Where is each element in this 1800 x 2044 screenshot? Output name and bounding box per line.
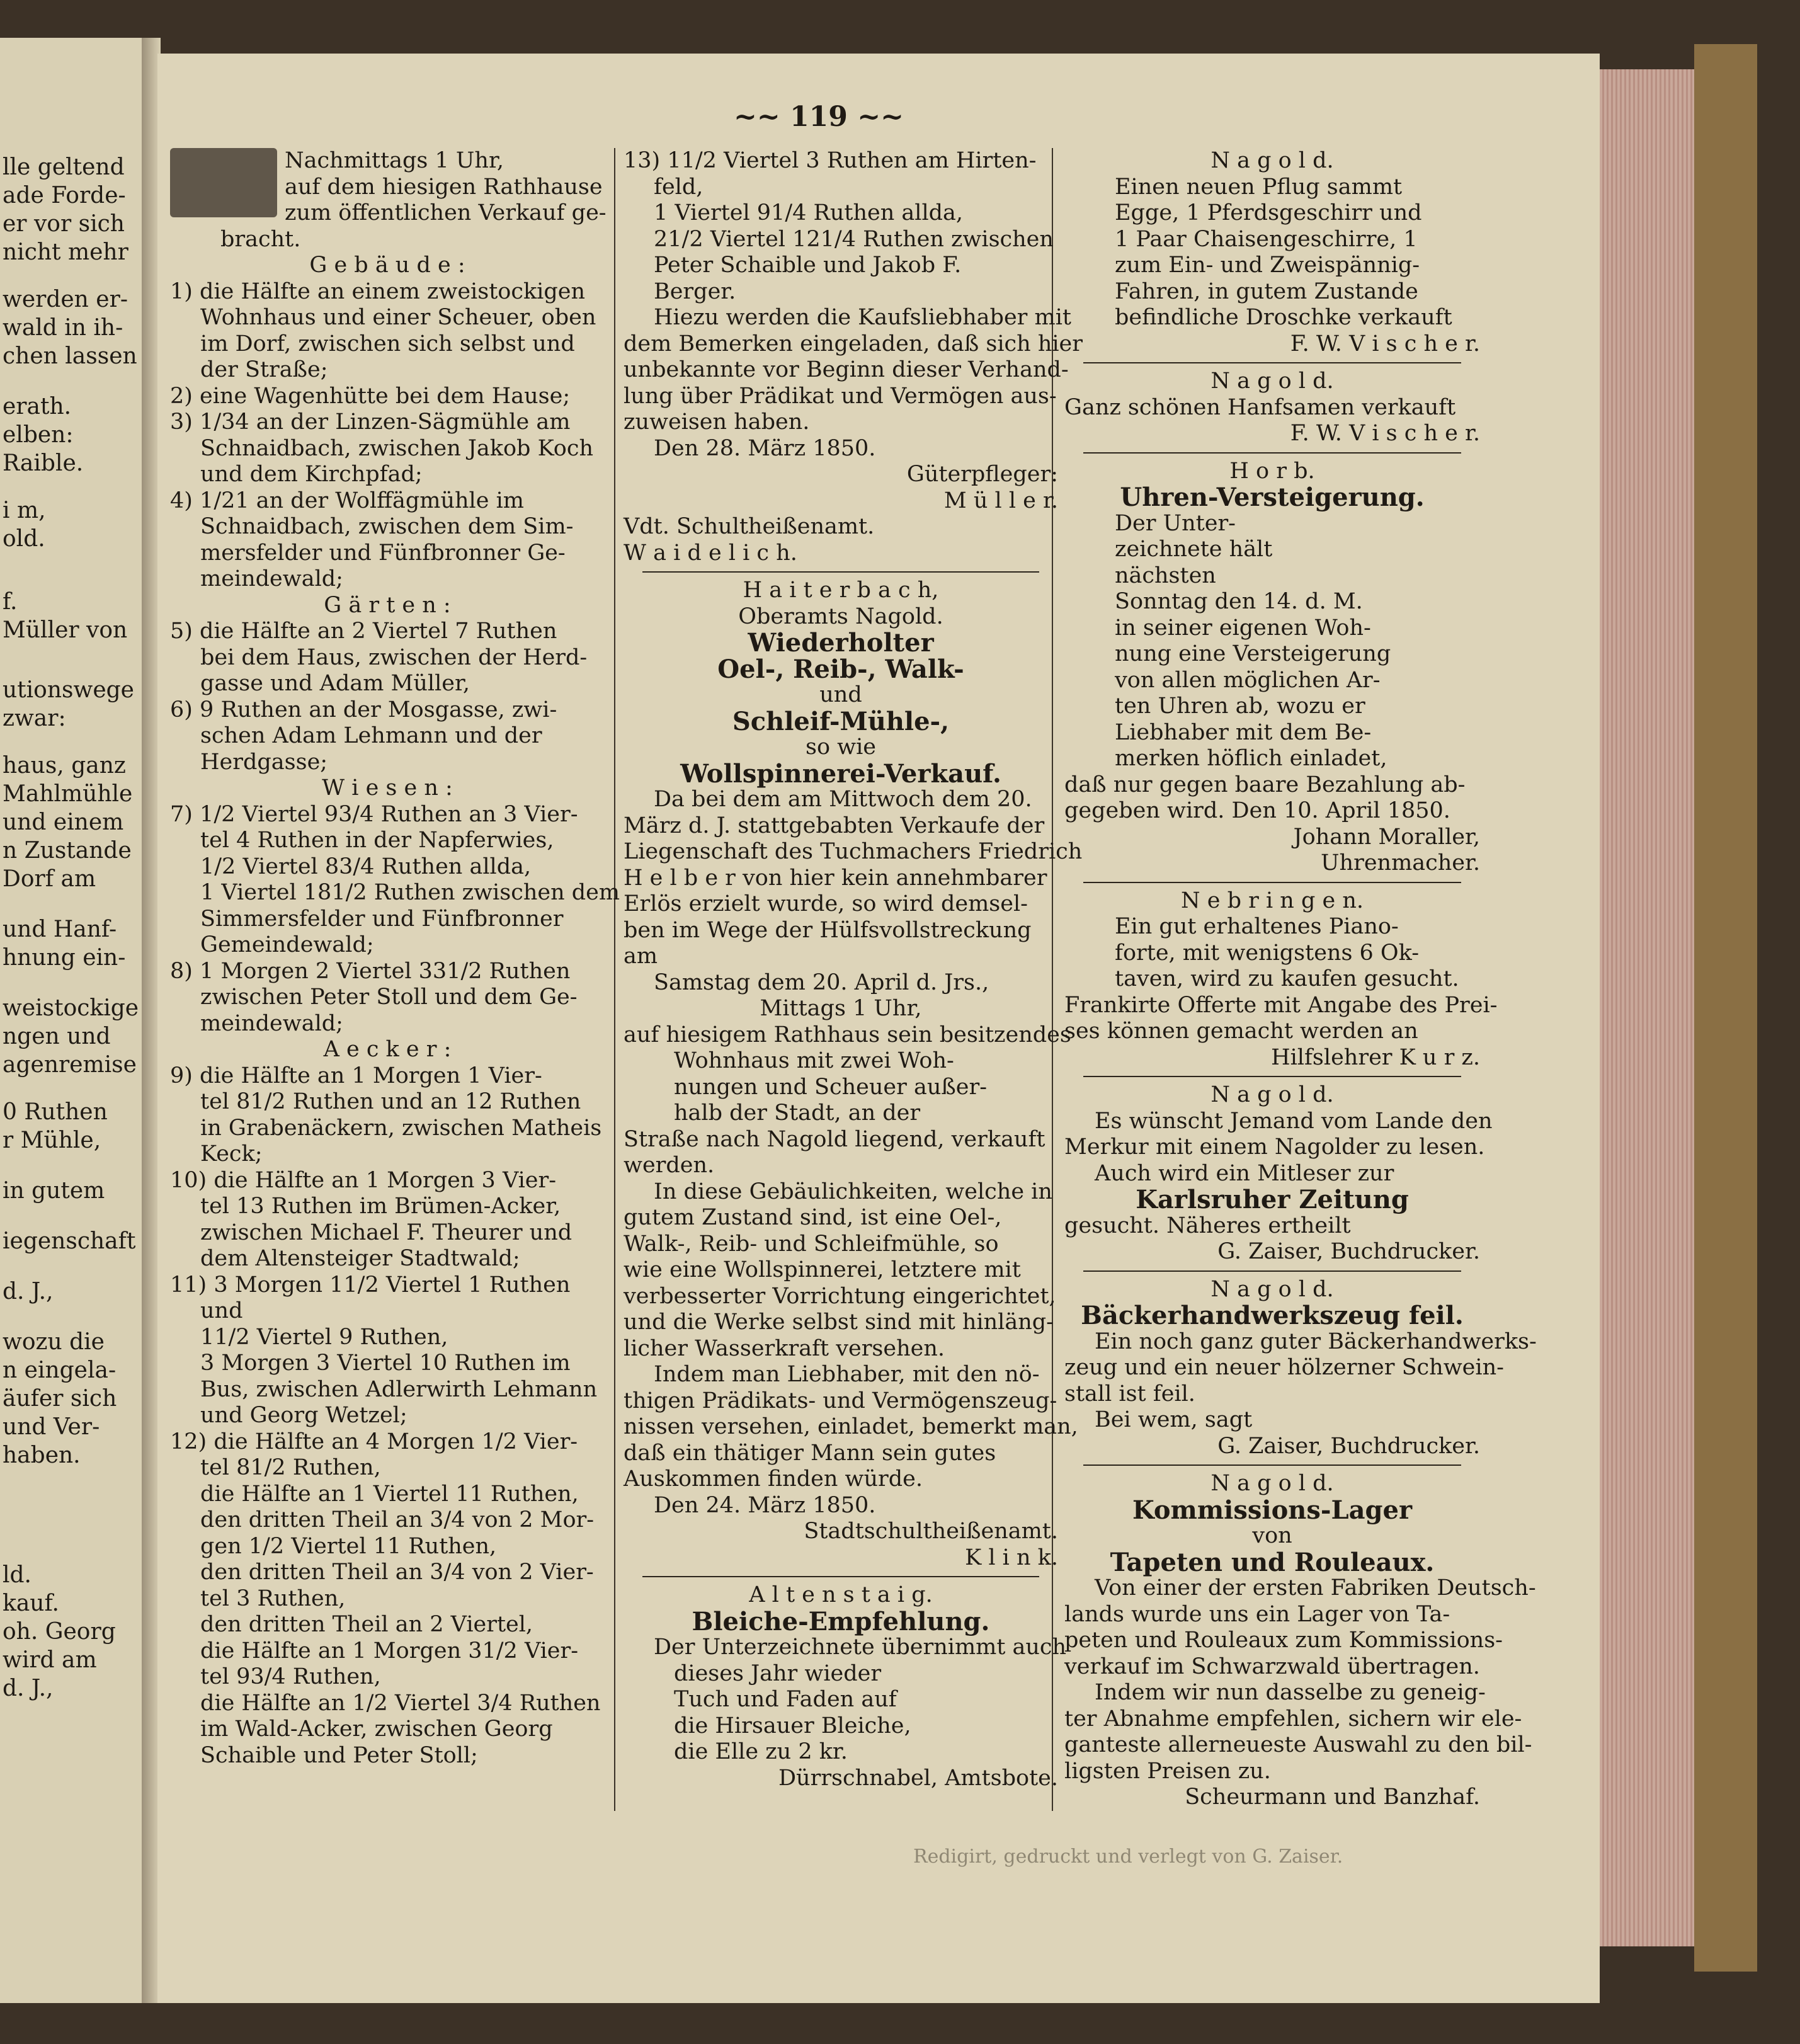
col2-line: Bleiche-Empfehlung. <box>692 1606 990 1636</box>
left-page-line: d. J., <box>3 1279 54 1305</box>
col2-line: und <box>819 682 862 707</box>
col3-line: Johann Moraller, <box>1293 824 1480 850</box>
col3-line: Sonntag den 14. d. M. <box>1115 589 1363 614</box>
col2-line: In diese Gebäulichkeiten, welche in <box>654 1179 1052 1204</box>
col1-line: tel 81/2 Ruthen, <box>200 1455 381 1480</box>
col2-line: 21/2 Viertel 121/4 Ruthen zwischen <box>654 226 1054 252</box>
col2-line: auf hiesigem Rathhaus sein besitzendes <box>624 1022 1071 1048</box>
left-page-line: ld. <box>3 1562 32 1588</box>
col2-line: M ü l l e r. <box>943 488 1058 513</box>
section-rule <box>1083 1464 1461 1466</box>
left-page-line: wozu die <box>3 1329 105 1355</box>
column-2 <box>624 148 1083 1849</box>
col2-line: Erlös erzielt wurde, so wird demsel- <box>624 891 1028 916</box>
col2-line: Den 28. März 1850. <box>654 435 876 461</box>
left-page-line: Mahlmühle <box>3 781 133 807</box>
col3-line: gegeben wird. Den 10. April 1850. <box>1064 798 1450 823</box>
column-1 <box>170 148 620 1849</box>
left-page-line: wald in ih- <box>3 315 123 341</box>
left-page-line: ngen und <box>3 1024 111 1049</box>
left-page-line: er vor sich <box>3 211 125 237</box>
col3-line: peten und Rouleaux zum Kommissions- <box>1064 1628 1503 1653</box>
col1-line: 3 Morgen 3 Viertel 10 Ruthen im <box>200 1350 571 1376</box>
col2-line: nissen versehen, einladet, bemerkt man, <box>624 1414 1078 1439</box>
col1-line: gasse und Adam Müller, <box>200 671 470 696</box>
col1-line: 1/2 Viertel 83/4 Ruthen allda, <box>200 854 532 879</box>
section-rule <box>1083 882 1461 883</box>
col2-line: 1 Viertel 91/4 Ruthen allda, <box>654 200 964 226</box>
col3-line: Von einer der ersten Fabriken Deutsch- <box>1095 1575 1536 1601</box>
col1-line: 1) die Hälfte an einem zweistockigen <box>170 278 586 304</box>
col3-line: Ganz schönen Hanfsamen verkauft <box>1064 394 1456 420</box>
col1-line: meindewald; <box>200 1010 343 1036</box>
left-page-line: d. J., <box>3 1676 54 1701</box>
left-page-line: und Hanf- <box>3 916 117 942</box>
col3-line: Es wünscht Jemand vom Lande den <box>1095 1108 1493 1134</box>
left-page-line: iegenschaft <box>3 1228 136 1254</box>
left-page-line: oh. Georg <box>3 1619 116 1645</box>
printer-imprint: Redigirt, gedruckt und verlegt von G. Zaiser. <box>913 1846 1343 1868</box>
col2-line: halb der Stadt, an der <box>674 1100 921 1126</box>
left-page-line: und einem <box>3 809 124 835</box>
col1-line: dem Altensteiger Stadtwald; <box>200 1246 520 1271</box>
col3-line: Der Unter- <box>1115 510 1236 536</box>
left-page-line: i m, <box>3 498 46 523</box>
col3-line: befindliche Droschke verkauft <box>1115 305 1452 330</box>
col3-line: zeug und ein neuer hölzerner Schwein- <box>1064 1355 1504 1380</box>
col2-line: Auskommen finden würde. <box>624 1466 923 1492</box>
col3-line: H o r b. <box>1229 458 1315 484</box>
col2-line: dem Bemerken eingeladen, daß sich hier <box>624 331 1083 357</box>
left-page-line: agenremise <box>3 1052 137 1078</box>
col3-line: Egge, 1 Pferdsgeschirr und <box>1115 200 1422 226</box>
col2-line: Mittags 1 Uhr, <box>760 996 922 1021</box>
col2-line: Vdt. Schultheißenamt. <box>624 514 875 539</box>
col1-line: tel 81/2 Ruthen und an 12 Ruthen <box>200 1089 581 1114</box>
col1-line: 11/2 Viertel 9 Ruthen, <box>200 1324 448 1350</box>
left-page-line: ade Forde- <box>3 183 126 208</box>
col1-line: Schaible und Peter Stoll; <box>200 1742 478 1768</box>
col3-line: Scheurmann und Banzhaf. <box>1185 1784 1480 1810</box>
col1-line: 8) 1 Morgen 2 Viertel 331/2 Ruthen <box>170 958 571 984</box>
woodcut-house-icon <box>170 148 277 217</box>
col2-line: Güterpfleger: <box>906 462 1058 487</box>
left-page-line: haus, ganz <box>3 753 126 779</box>
left-page-line: r Mühle, <box>3 1128 101 1153</box>
col1-line: 11) 3 Morgen 11/2 Viertel 1 Ruthen <box>170 1272 571 1298</box>
col3-line: gesucht. Näheres ertheilt <box>1064 1213 1351 1238</box>
col2-line: die Elle zu 2 kr. <box>674 1739 848 1764</box>
column-divider-1 <box>614 148 615 1811</box>
col2-line: Dürrschnabel, Amtsbote. <box>778 1765 1058 1791</box>
col1-line: Keck; <box>200 1141 263 1167</box>
col2-line: W a i d e l i c h. <box>624 540 797 566</box>
col3-line: zum Ein- und Zweispännig- <box>1115 253 1420 278</box>
col1-line: 2) eine Wagenhütte bei dem Hause; <box>170 383 571 409</box>
col3-line: nung eine Versteigerung <box>1115 641 1391 666</box>
col2-line: Straße nach Nagold liegend, verkauft <box>624 1126 1045 1152</box>
col1-line: im Wald-Acker, zwischen Georg <box>200 1716 553 1742</box>
left-page-line: weistockige <box>3 995 139 1021</box>
col1-line: Bus, zwischen Adlerwirth Lehmann <box>200 1376 598 1402</box>
col1-line: 6) 9 Ruthen an der Mosgasse, zwi- <box>170 697 557 722</box>
page-number: ~~ 119 ~~ <box>734 101 904 133</box>
col1-line: Schnaidbach, zwischen Jakob Koch <box>200 435 594 461</box>
col3-line: ter Abnahme empfehlen, sichern wir ele- <box>1064 1706 1522 1732</box>
book-cover <box>1694 44 1757 1972</box>
col1-line: tel 93/4 Ruthen, <box>200 1664 381 1689</box>
col2-line: Berger. <box>654 278 736 304</box>
col1-line: 12) die Hälfte an 4 Morgen 1/2 Vier- <box>170 1429 578 1454</box>
col3-line: G. Zaiser, Buchdrucker. <box>1217 1239 1480 1264</box>
col1-line: 9) die Hälfte an 1 Morgen 1 Vier- <box>170 1063 542 1088</box>
col3-line: N a g o l d. <box>1210 1471 1334 1496</box>
left-page-line: hnung ein- <box>3 945 126 971</box>
col2-line: und die Werke selbst sind mit hinläng- <box>624 1310 1054 1335</box>
col2-line: daß ein thätiger Mann sein gutes <box>624 1440 996 1466</box>
col3-line: taven, wird zu kaufen gesucht. <box>1115 966 1459 991</box>
col3-line: Kommissions-Lager <box>1132 1495 1413 1525</box>
col1-line: den dritten Theil an 3/4 von 2 Mor- <box>200 1507 595 1533</box>
col3-line: Merkur mit einem Nagolder zu lesen. <box>1064 1134 1485 1160</box>
col3-line: forte, mit wenigstens 6 Ok- <box>1115 940 1420 966</box>
col1-line: und dem Kirchpfad; <box>200 462 423 487</box>
section-rule <box>1083 452 1461 454</box>
left-page-line: utionswege <box>3 677 134 703</box>
left-page-line: äufer sich <box>3 1386 117 1412</box>
left-page-line: chen lassen <box>3 343 137 369</box>
col2-line: Samstag dem 20. April d. Jrs., <box>654 969 989 995</box>
left-page-line: haben. <box>3 1442 81 1468</box>
col2-line: Schleif-Mühle-, <box>732 706 950 736</box>
col3-line: Ein gut erhaltenes Piano- <box>1115 914 1399 939</box>
col1-line: bracht. <box>220 226 301 252</box>
col2-line: Der Unterzeichnete übernimmt auch <box>654 1635 1067 1660</box>
col2-line: Oberamts Nagold. <box>738 603 943 629</box>
col3-line: ten Uhren ab, wozu er <box>1115 694 1365 719</box>
col1-line: tel 13 Ruthen im Brümen-Acker, <box>200 1194 561 1219</box>
col1-line: schen Adam Lehmann und der <box>200 723 542 748</box>
col1-line: 4) 1/21 an der Wolffägmühle im <box>170 488 524 513</box>
left-page-line: n eingela- <box>3 1357 117 1383</box>
col3-line: Auch wird ein Mitleser zur <box>1095 1160 1394 1186</box>
col3-line: Ein noch ganz guter Bäckerhandwerks- <box>1095 1328 1537 1354</box>
col3-line: N e b r i n g e n. <box>1181 888 1364 913</box>
left-page-line: nicht mehr <box>3 239 128 265</box>
section-rule <box>1083 1076 1461 1077</box>
column-3 <box>1064 148 1537 1849</box>
col2-line: dieses Jahr wieder <box>674 1660 882 1686</box>
col2-line: Wohnhaus mit zwei Woh- <box>674 1048 954 1073</box>
col1-line: A e c k e r : <box>323 1037 452 1062</box>
col2-line: am <box>624 944 658 969</box>
col2-line: feld, <box>654 174 703 200</box>
left-page-line: old. <box>3 526 45 552</box>
col1-line: Schnaidbach, zwischen dem Sim- <box>200 514 574 539</box>
col3-line: daß nur gegen baare Bezahlung ab- <box>1064 772 1466 797</box>
col1-line: tel 3 Ruthen, <box>200 1585 346 1611</box>
col2-line: nungen und Scheuer außer- <box>674 1074 988 1100</box>
col1-line: zwischen Michael F. Theurer und <box>200 1219 572 1245</box>
col2-line: Da bei dem am Mittwoch dem 20. <box>654 787 1032 812</box>
col1-line: bei dem Haus, zwischen der Herd- <box>200 644 588 670</box>
col1-line: 10) die Hälfte an 1 Morgen 3 Vier- <box>170 1167 557 1193</box>
col1-line: im Dorf, zwischen sich selbst und <box>200 331 575 357</box>
col3-line: ligsten Preisen zu. <box>1064 1758 1271 1784</box>
col2-line: Oel-, Reib-, Walk- <box>717 654 964 684</box>
col2-line: Den 24. März 1850. <box>654 1492 876 1518</box>
col1-line: zwischen Peter Stoll und dem Ge- <box>200 985 578 1010</box>
col2-line: Stadtschultheißenamt. <box>804 1519 1058 1544</box>
col2-line: zuweisen haben. <box>624 409 810 435</box>
left-page-line: erath. <box>3 394 72 420</box>
col2-line: die Hirsauer Bleiche, <box>674 1713 911 1739</box>
col2-line: ben im Wege der Hülfsvollstreckung <box>624 917 1032 943</box>
col1-line: die Hälfte an 1 Morgen 31/2 Vier- <box>200 1638 579 1664</box>
left-page-edge <box>0 38 154 2003</box>
col1-line: G ä r t e n : <box>324 592 451 618</box>
section-rule <box>642 1576 1039 1577</box>
left-page-line: Dorf am <box>3 866 96 892</box>
col2-line: Hiezu werden die Kaufsliebhaber mit <box>654 305 1071 330</box>
col2-line: unbekannte vor Beginn dieser Verhand- <box>624 357 1069 382</box>
col1-line: und Georg Wetzel; <box>200 1403 407 1428</box>
col3-line: Einen neuen Pflug sammt <box>1115 174 1403 200</box>
col3-line: F. W. V i s c h e r. <box>1290 331 1480 357</box>
col1-line: G e b ä u d e : <box>309 253 465 278</box>
col3-line: F. W. V i s c h e r. <box>1290 421 1480 446</box>
col2-line: gutem Zustand sind, ist eine Oel-, <box>624 1205 1002 1230</box>
col2-line: wie eine Wollspinnerei, letztere mit <box>624 1257 1021 1282</box>
col1-line: tel 4 Ruthen in der Napferwies, <box>200 828 554 853</box>
left-page-line: f. <box>3 589 18 615</box>
col3-line: stall ist feil. <box>1064 1381 1195 1407</box>
col1-line: gen 1/2 Viertel 11 Ruthen, <box>200 1533 497 1559</box>
col2-line: Wiederholter <box>748 628 934 658</box>
col2-line: Peter Schaible und Jakob F. <box>654 253 962 278</box>
col1-line: Wohnhaus und einer Scheuer, oben <box>200 305 596 330</box>
col2-line: Indem man Liebhaber, mit den nö- <box>654 1362 1040 1387</box>
left-page-line: lle geltend <box>3 154 125 180</box>
col3-line: Karlsruher Zeitung <box>1136 1185 1409 1214</box>
col1-line: zum öffentlichen Verkauf ge- <box>285 200 607 226</box>
col2-line: März d. J. stattgebabten Verkaufe der <box>624 813 1045 838</box>
col1-line: Nachmittags 1 Uhr, <box>285 148 504 173</box>
col3-line: merken höflich einladet, <box>1115 746 1387 771</box>
col3-line: Indem wir nun dasselbe zu geneig- <box>1095 1680 1486 1705</box>
col2-line: verbesserter Vorrichtung eingerichtet, <box>624 1283 1056 1309</box>
col3-line: N a g o l d. <box>1210 1082 1334 1107</box>
col2-line: H a i t e r b a c h, <box>743 578 939 603</box>
col3-line: lands wurde uns ein Lager von Ta- <box>1064 1601 1450 1627</box>
col3-line: N a g o l d. <box>1210 1276 1334 1302</box>
col1-line: 1 Viertel 181/2 Ruthen zwischen dem <box>200 880 620 905</box>
col2-line: A l t e n s t a i g. <box>749 1582 933 1607</box>
col1-line: auf dem hiesigen Rathhause <box>285 174 603 200</box>
col1-line: die Hälfte an 1 Viertel 11 Ruthen, <box>200 1481 579 1507</box>
col1-line: in Grabenäckern, zwischen Matheis <box>200 1115 602 1141</box>
col1-line: Herdgasse; <box>200 749 328 775</box>
col3-line: Fahren, in gutem Zustande <box>1115 278 1418 304</box>
col3-line: von allen möglichen Ar- <box>1115 667 1381 693</box>
left-page-line: werden er- <box>3 287 128 312</box>
col2-line: so wie <box>805 734 877 760</box>
col2-line: Wollspinnerei-Verkauf. <box>680 758 1001 789</box>
col3-line: ses können gemacht werden an <box>1064 1019 1418 1044</box>
col3-line: Uhren-Versteigerung. <box>1120 482 1425 512</box>
col3-line: verkauf im Schwarzwald übertragen. <box>1064 1653 1480 1679</box>
col3-line: Frankirte Offerte mit Angabe des Prei- <box>1064 992 1498 1018</box>
col1-line: 5) die Hälfte an 2 Viertel 7 Ruthen <box>170 619 557 644</box>
col2-line: Liegenschaft des Tuchmachers Friedrich <box>624 839 1083 864</box>
col3-line: G. Zaiser, Buchdrucker. <box>1217 1433 1480 1459</box>
col1-line: 7) 1/2 Viertel 93/4 Ruthen an 3 Vier- <box>170 801 578 827</box>
col1-line: meindewald; <box>200 566 343 591</box>
col2-line: Tuch und Faden auf <box>674 1687 897 1712</box>
col3-line: von <box>1252 1523 1292 1548</box>
section-rule <box>642 571 1039 573</box>
left-page-line: und Ver- <box>3 1414 100 1440</box>
col1-line: und <box>200 1298 243 1323</box>
col3-line: Tapeten und Rouleaux. <box>1110 1547 1435 1577</box>
col2-line: thigen Prädikats- und Vermögenszeug- <box>624 1388 1057 1413</box>
col3-line: in seiner eigenen Woh- <box>1115 615 1371 641</box>
col1-line: W i e s e n : <box>322 775 453 801</box>
col2-line: lung über Prädikat und Vermögen aus- <box>624 383 1057 409</box>
col3-line: nächsten <box>1115 562 1216 588</box>
col3-line: 1 Paar Chaisengeschirre, 1 <box>1115 226 1418 252</box>
col3-line: N a g o l d. <box>1210 148 1334 173</box>
col1-line: 3) 1/34 an der Linzen-Sägmühle am <box>170 409 571 435</box>
page-edges <box>1600 69 1694 1946</box>
col3-line: Hilfslehrer K u r z. <box>1271 1044 1480 1070</box>
col3-line: zeichnete hält <box>1115 537 1273 562</box>
col1-line: die Hälfte an 1/2 Viertel 3/4 Ruthen <box>200 1690 601 1716</box>
left-page-line: Raible. <box>3 450 84 476</box>
col1-line: den dritten Theil an 3/4 von 2 Vier- <box>200 1560 594 1585</box>
col2-line: 13) 11/2 Viertel 3 Ruthen am Hirten- <box>624 148 1037 173</box>
col2-line: werden. <box>624 1153 715 1178</box>
col1-line: den dritten Theil an 2 Viertel, <box>200 1612 533 1637</box>
left-page-line: Müller von <box>3 617 128 643</box>
left-page-line: elben: <box>3 422 74 448</box>
col3-line: N a g o l d. <box>1210 368 1334 394</box>
col1-line: Simmersfelder und Fünfbronner <box>200 906 564 932</box>
left-page-line: n Zustande <box>3 838 132 864</box>
col2-line: licher Wasserkraft versehen. <box>624 1335 945 1361</box>
col1-line: der Straße; <box>200 357 328 382</box>
col3-line: Bei wem, sagt <box>1095 1407 1253 1432</box>
section-rule <box>1083 362 1461 363</box>
left-page-line: 0 Ruthen <box>3 1099 108 1125</box>
col1-line: mersfelder und Fünfbronner Ge- <box>200 540 566 566</box>
col3-line: Bäckerhandwerkszeug feil. <box>1081 1301 1464 1330</box>
col1-line: Gemeindewald; <box>200 932 374 957</box>
col2-line: Walk-, Reib- und Schleifmühle, so <box>624 1231 999 1257</box>
section-rule <box>1083 1270 1461 1272</box>
col3-line: Uhrenmacher. <box>1321 850 1480 876</box>
left-page-line: wird am <box>3 1647 97 1673</box>
col2-line: K l i n k. <box>965 1544 1058 1570</box>
col3-line: ganteste allerneueste Auswahl zu den bil- <box>1064 1732 1532 1757</box>
left-page-line: kauf. <box>3 1590 59 1616</box>
left-page-line: in gutem <box>3 1178 105 1204</box>
col2-line: H e l b e r von hier kein annehmbarer <box>624 865 1047 891</box>
col3-line: Liebhaber mit dem Be- <box>1115 719 1372 745</box>
left-page-line: zwar: <box>3 705 66 731</box>
